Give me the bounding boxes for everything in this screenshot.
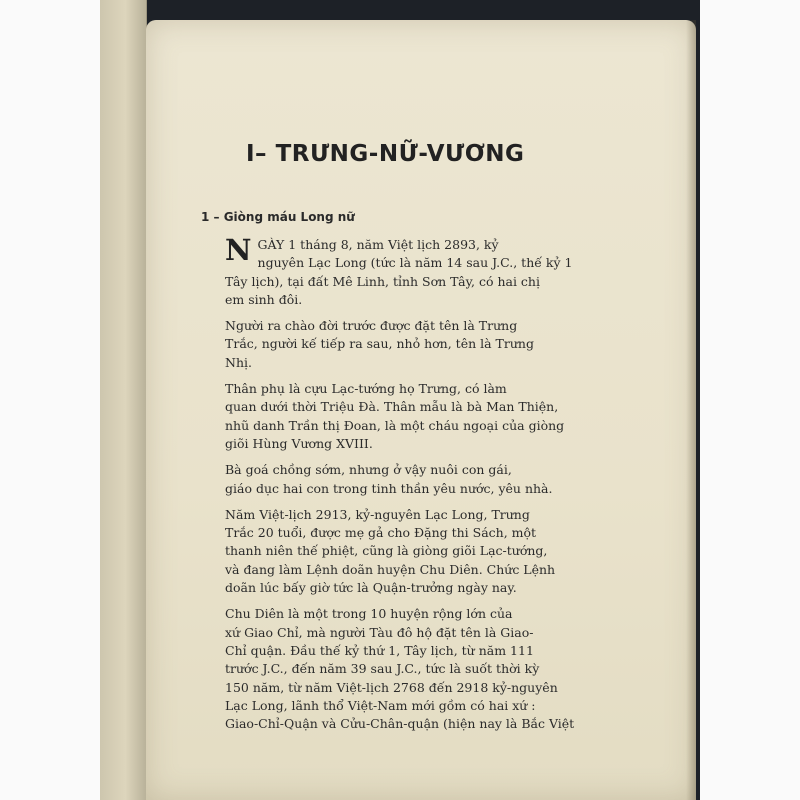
left-page-edge	[100, 0, 147, 800]
text-line: và đang làm Lệnh doãn huyện Chu Diên. Chức Lệnh	[225, 561, 556, 577]
text-line: trước J.C., đến năm 39 sau J.C., tức là suốt thời kỳ	[225, 661, 540, 677]
text-line: Chỉ quận. Đầu thế kỷ thứ 1, Tây lịch, từ năm 111	[225, 642, 534, 658]
text-line: Nhị.	[225, 354, 252, 370]
text-line: Tây lịch), tại đất Mê Linh, tỉnh Sơn Tây, có hai chị	[225, 273, 540, 289]
body-text	[225, 233, 675, 733]
text-line: Người ra chào đời trước được đặt tên là Trưng	[225, 318, 518, 334]
text-line: Bà goá chồng sớm, nhưng ở vậy nuôi con gái,	[225, 462, 512, 478]
text-line: em sinh đôi.	[225, 291, 303, 307]
text-line: Năm Việt-lịch 2913, kỷ-nguyên Lạc Long, Trưng	[225, 506, 530, 522]
text-line: Lạc Long, lãnh thổ Việt-Nam mới gồm có hai xứ :	[225, 697, 536, 713]
text-line: doãn lúc bấy giờ tức là Quận-trưởng ngày nay.	[225, 580, 517, 596]
text-line: giõi Hùng Vương XVIII.	[225, 435, 373, 451]
text-line: GÀY 1 tháng 8, năm Việt lịch 2893, kỷ	[257, 237, 499, 252]
section-title: 1 – Giòng máu Long nữ	[201, 210, 355, 224]
text-line: quan dưới thời Triệu Đà. Thân mẫu là bà Man Thiện,	[225, 399, 559, 415]
text-line: Chu Diên là một trong 10 huyện rộng lớn của	[225, 606, 513, 622]
text-line: nguyên Lạc Long (tức là năm 14 sau J.C., thế kỷ 1	[257, 255, 573, 271]
book-page	[146, 20, 696, 800]
text-line: thanh niên thế phiệt, cũng là giòng giõi Lạc-tướng,	[225, 543, 548, 559]
text-line: 150 năm, từ năm Việt-lịch 2768 đến 2918 kỷ-nguyên	[225, 679, 558, 695]
text-line: Trắc 20 tuổi, được mẹ gả cho Đặng thi Sách, một	[225, 525, 537, 541]
text-line: xứ Giao Chỉ, mà người Tàu đô hộ đặt tên là Giao-	[225, 624, 534, 640]
text-line: Giao-Chỉ-Quận và Cửu-Chân-quận (hiện nay là Bắc Việt	[225, 716, 575, 732]
text-line: giáo dục hai con trong tinh thần yêu nước, yêu nhà.	[225, 480, 553, 496]
text-line: nhũ danh Trần thị Đoan, là một cháu ngoại của giòng	[225, 417, 565, 433]
text-line: Thân phụ là cựu Lạc-tướng họ Trưng, có làm	[225, 381, 507, 397]
drop-cap: N	[225, 233, 252, 267]
chapter-title: I– TRƯNG-NỮ-VƯƠNG	[246, 141, 525, 167]
text-line: Trắc, người kế tiếp ra sau, nhỏ hơn, tên là Trưng	[225, 336, 534, 352]
page-shadow	[686, 20, 696, 800]
